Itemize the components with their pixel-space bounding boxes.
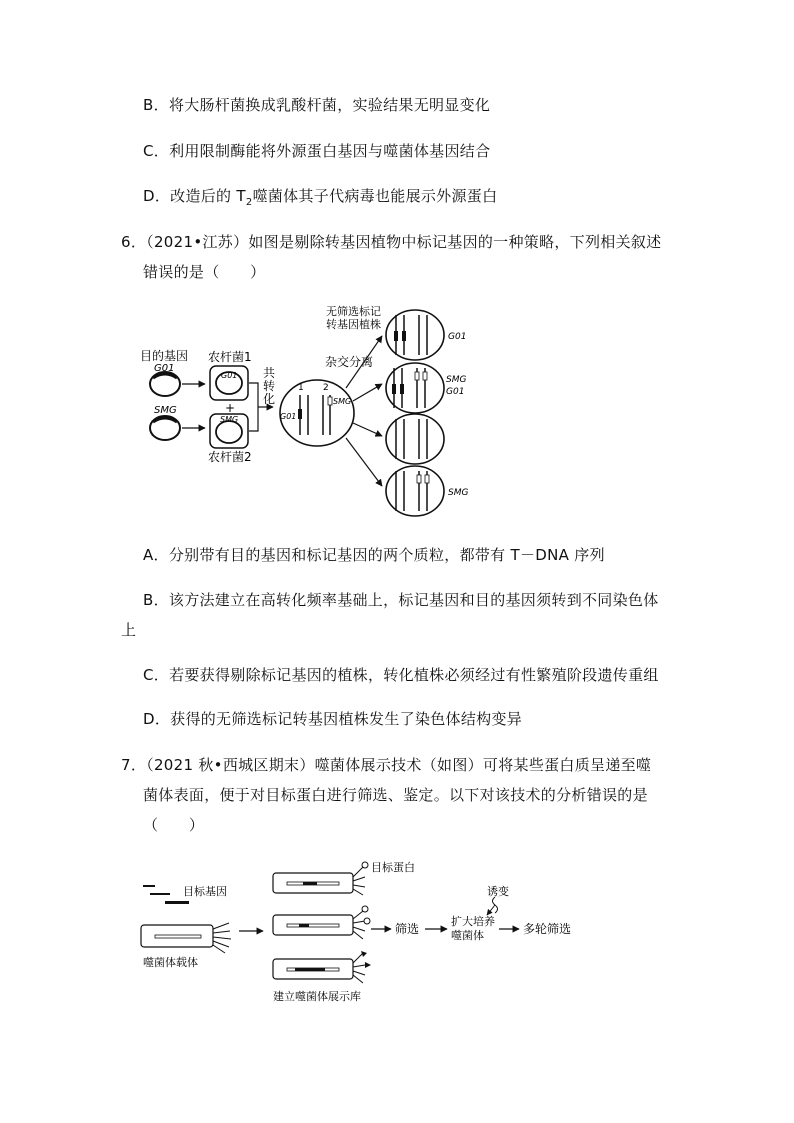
q7-library-label: 建立噬菌体展示库 bbox=[273, 990, 361, 1003]
q6-co-trans-1: 共 bbox=[263, 366, 276, 380]
q6-smg-label: SMG bbox=[154, 405, 177, 416]
q6-chrom-2: 2 bbox=[323, 383, 329, 393]
q6-stem-line2: 错误的是（ ） bbox=[143, 263, 266, 281]
q6-stem-line1: 6．（2021•江苏）如图是剔除转基因植物中标记基因的一种策略，下列相关叙述 bbox=[121, 233, 662, 251]
q7-stem-line3: （ ） bbox=[143, 816, 205, 834]
q7-target-gene-label: 目标基因 bbox=[183, 885, 227, 898]
q6-g01-label: G01 bbox=[154, 363, 175, 374]
q6-agro1-label: 农杆菌1 bbox=[208, 350, 252, 364]
q7-stem-line2: 菌体表面，便于对目标蛋白进行筛选、鉴定。以下对该技术的分析错误的是 bbox=[143, 786, 648, 804]
q6-target-gene-label: 目的基因 bbox=[140, 349, 189, 363]
q7-stem-line1: 7．（2021 秋•西城区期末）噬菌体展示技术（如图）可将某些蛋白质呈递至噬 bbox=[121, 756, 652, 774]
q7-screen-label: 筛选 bbox=[395, 922, 420, 936]
q6-cell-smg: SMG bbox=[333, 397, 352, 406]
q5-option-c: C．利用限制酶能将外源蛋白基因与噬菌体基因结合 bbox=[143, 142, 491, 160]
q5-option-d-text: D．改造后的 T bbox=[143, 187, 246, 205]
q6-cell-g01: G01 bbox=[280, 412, 297, 421]
q7-phage-vector bbox=[141, 925, 213, 947]
q6-no-marker-label-2: 转基因植株 bbox=[326, 318, 381, 331]
q5-option-d bbox=[143, 185, 497, 214]
q6-co-trans-3: 化 bbox=[263, 392, 276, 406]
q7-expand-label-1: 扩大培养 bbox=[451, 915, 495, 928]
q6-progeny-3 bbox=[386, 414, 444, 464]
q6-option-c: C．若要获得剔除标记基因的植株，转化植株必须经过有性繁殖阶段遗传重组 bbox=[143, 666, 659, 684]
q6-no-marker-label-1: 无筛选标记 bbox=[326, 305, 381, 318]
q6-option-d: D．获得的无筛选标记转基因植株发生了染色体结构变异 bbox=[143, 710, 523, 728]
q6-progeny-4 bbox=[386, 466, 444, 516]
q7-library-phage-2 bbox=[273, 915, 353, 935]
q6-plus: + bbox=[225, 401, 236, 415]
q6-progeny-4-label: SMG bbox=[448, 488, 469, 498]
q6-hybrid-separation: 杂交分离 bbox=[325, 355, 374, 369]
q6-co-trans-2: 转 bbox=[263, 379, 276, 393]
q6-agro2-label: 农杆菌2 bbox=[208, 450, 252, 464]
q6-progeny-2-label-a: SMG bbox=[446, 375, 467, 385]
q6-progeny-1-label: G01 bbox=[448, 332, 467, 342]
q6-agro1-g01: G01 bbox=[221, 371, 238, 380]
q5-option-b: B．将大肠杆菌换成乳酸杆菌，实验结果无明显变化 bbox=[143, 96, 491, 114]
q6-option-b-line1: B．该方法建立在高转化频率基础上，标记基因和目的基因须转到不同染色体 bbox=[143, 591, 659, 609]
q6-chrom-1: 1 bbox=[298, 383, 304, 393]
q7-figure bbox=[135, 853, 585, 1008]
q6-agro2-smg: SMG bbox=[220, 415, 239, 424]
q5-option-d-subscript: 2 bbox=[245, 197, 253, 208]
q7-target-protein-label: 目标蛋白 bbox=[371, 861, 415, 874]
q7-expand-label-2: 噬菌体 bbox=[451, 929, 484, 942]
q6-progeny-2-label-b: G01 bbox=[446, 387, 465, 397]
q6-option-a: A．分别带有目的基因和标记基因的两个质粒，都带有 T－DNA 序列 bbox=[143, 546, 605, 564]
q7-mutagenesis-label: 诱变 bbox=[487, 885, 509, 898]
q7-vector-label: 噬菌体载体 bbox=[143, 956, 198, 969]
q6-option-b-line2: 上 bbox=[121, 621, 137, 639]
q7-multi-round-label: 多轮筛选 bbox=[523, 922, 572, 936]
q6-figure bbox=[130, 298, 470, 520]
q5-option-d-text-2: 噬菌体其子代病毒也能展示外源蛋白 bbox=[252, 187, 498, 205]
